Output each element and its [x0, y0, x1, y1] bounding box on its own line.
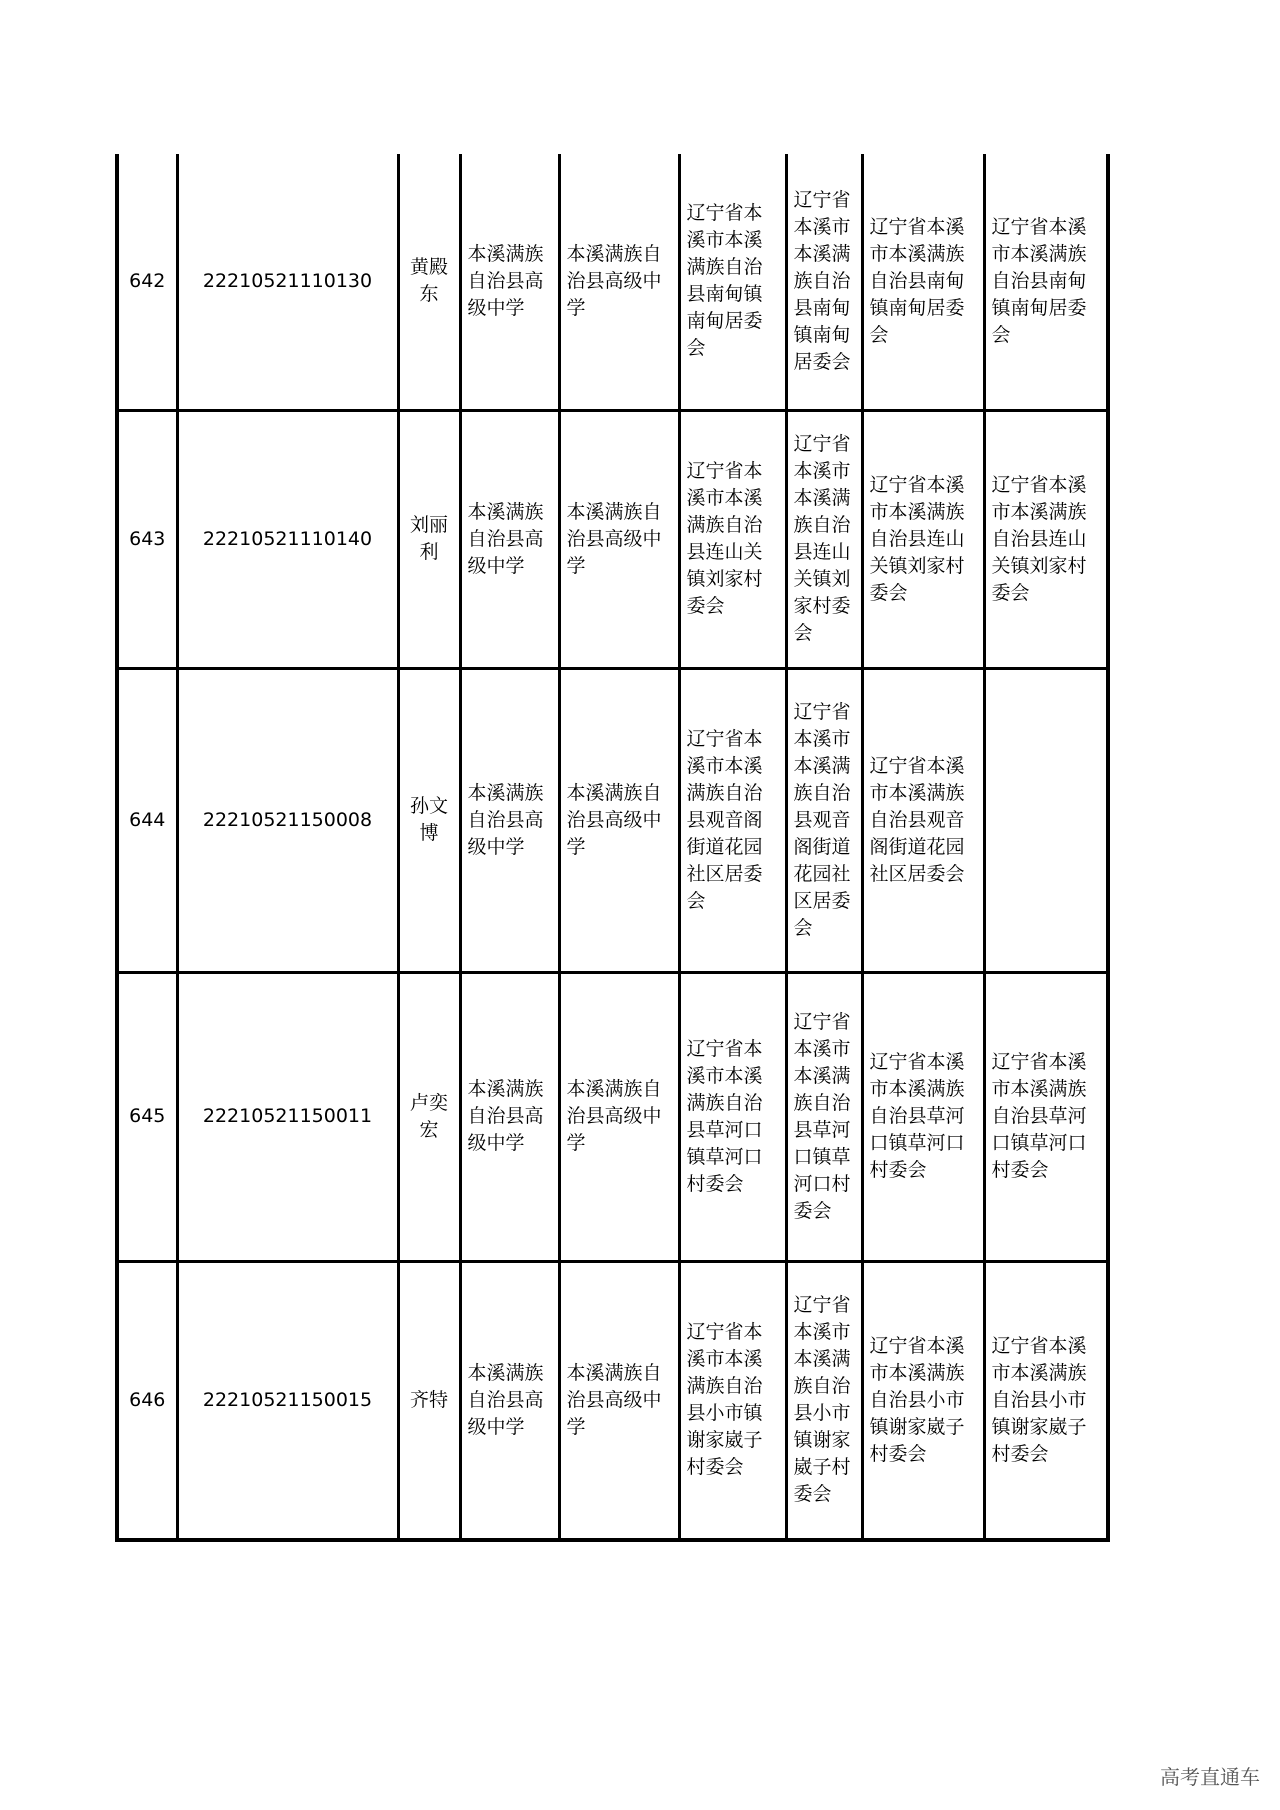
table-row: [117, 154, 1108, 410]
cell-address-3: 辽宁省本溪市本溪满族自治县南甸镇南甸居委会: [862, 154, 984, 410]
cell-student-name: 黄殿东: [398, 154, 460, 410]
cell-address-2: 辽宁省本溪市本溪满族自治县连山关镇刘家村委会: [786, 410, 862, 668]
table-row: [117, 410, 1108, 668]
roster-table: [115, 154, 1110, 1542]
cell-exam-id: 22210521110140: [177, 410, 398, 668]
table-row: [117, 668, 1108, 972]
cell-address-3: 辽宁省本溪市本溪满族自治县小市镇谢家崴子村委会: [862, 1261, 984, 1540]
cell-exam-id: 22210521150008: [177, 668, 398, 972]
cell-address-3: 辽宁省本溪市本溪满族自治县观音阁街道花园社区居委会: [862, 668, 984, 972]
footer-watermark: 高考直通车: [1160, 1765, 1260, 1789]
cell-address-1: 辽宁省本溪市本溪满族自治县小市镇谢家崴子村委会: [679, 1261, 786, 1540]
cell-address-4: [984, 668, 1108, 972]
cell-student-name: 齐特: [398, 1261, 460, 1540]
table-row: [117, 972, 1108, 1261]
cell-student-name: 卢奕宏: [398, 972, 460, 1261]
cell-address-3: 辽宁省本溪市本溪满族自治县连山关镇刘家村委会: [862, 410, 984, 668]
cell-exam-id: 22210521110130: [177, 154, 398, 410]
cell-exam-id: 22210521150015: [177, 1261, 398, 1540]
cell-address-1: 辽宁省本溪市本溪满族自治县观音阁街道花园社区居委会: [679, 668, 786, 972]
cell-graduating-school: 本溪满族自治县高级中学: [559, 1261, 679, 1540]
cell-school-name: 本溪满族自治县高级中学: [460, 668, 559, 972]
cell-row-number: 645: [117, 972, 177, 1261]
cell-student-name: 刘丽利: [398, 410, 460, 668]
cell-graduating-school: 本溪满族自治县高级中学: [559, 668, 679, 972]
cell-student-name: 孙文博: [398, 668, 460, 972]
cell-address-2: 辽宁省本溪市本溪满族自治县草河口镇草河口村委会: [786, 972, 862, 1261]
cell-address-4: 辽宁省本溪市本溪满族自治县南甸镇南甸居委会: [984, 154, 1108, 410]
cell-row-number: 646: [117, 1261, 177, 1540]
cell-address-3: 辽宁省本溪市本溪满族自治县草河口镇草河口村委会: [862, 972, 984, 1261]
cell-graduating-school: 本溪满族自治县高级中学: [559, 154, 679, 410]
table-body: [117, 154, 1108, 1540]
cell-school-name: 本溪满族自治县高级中学: [460, 972, 559, 1261]
cell-row-number: 644: [117, 668, 177, 972]
cell-address-1: 辽宁省本溪市本溪满族自治县连山关镇刘家村委会: [679, 410, 786, 668]
cell-graduating-school: 本溪满族自治县高级中学: [559, 972, 679, 1261]
cell-row-number: 642: [117, 154, 177, 410]
cell-address-4: 辽宁省本溪市本溪满族自治县小市镇谢家崴子村委会: [984, 1261, 1108, 1540]
table-row: [117, 1261, 1108, 1540]
cell-address-2: 辽宁省本溪市本溪满族自治县小市镇谢家崴子村委会: [786, 1261, 862, 1540]
cell-address-4: 辽宁省本溪市本溪满族自治县连山关镇刘家村委会: [984, 410, 1108, 668]
cell-address-1: 辽宁省本溪市本溪满族自治县草河口镇草河口村委会: [679, 972, 786, 1261]
cell-address-4: 辽宁省本溪市本溪满族自治县草河口镇草河口村委会: [984, 972, 1108, 1261]
cell-address-2: 辽宁省本溪市本溪满族自治县观音阁街道花园社区居委会: [786, 668, 862, 972]
cell-row-number: 643: [117, 410, 177, 668]
cell-graduating-school: 本溪满族自治县高级中学: [559, 410, 679, 668]
cell-school-name: 本溪满族自治县高级中学: [460, 1261, 559, 1540]
cell-school-name: 本溪满族自治县高级中学: [460, 154, 559, 410]
cell-address-1: 辽宁省本溪市本溪满族自治县南甸镇南甸居委会: [679, 154, 786, 410]
cell-school-name: 本溪满族自治县高级中学: [460, 410, 559, 668]
cell-address-2: 辽宁省本溪市本溪满族自治县南甸镇南甸居委会: [786, 154, 862, 410]
cell-exam-id: 22210521150011: [177, 972, 398, 1261]
